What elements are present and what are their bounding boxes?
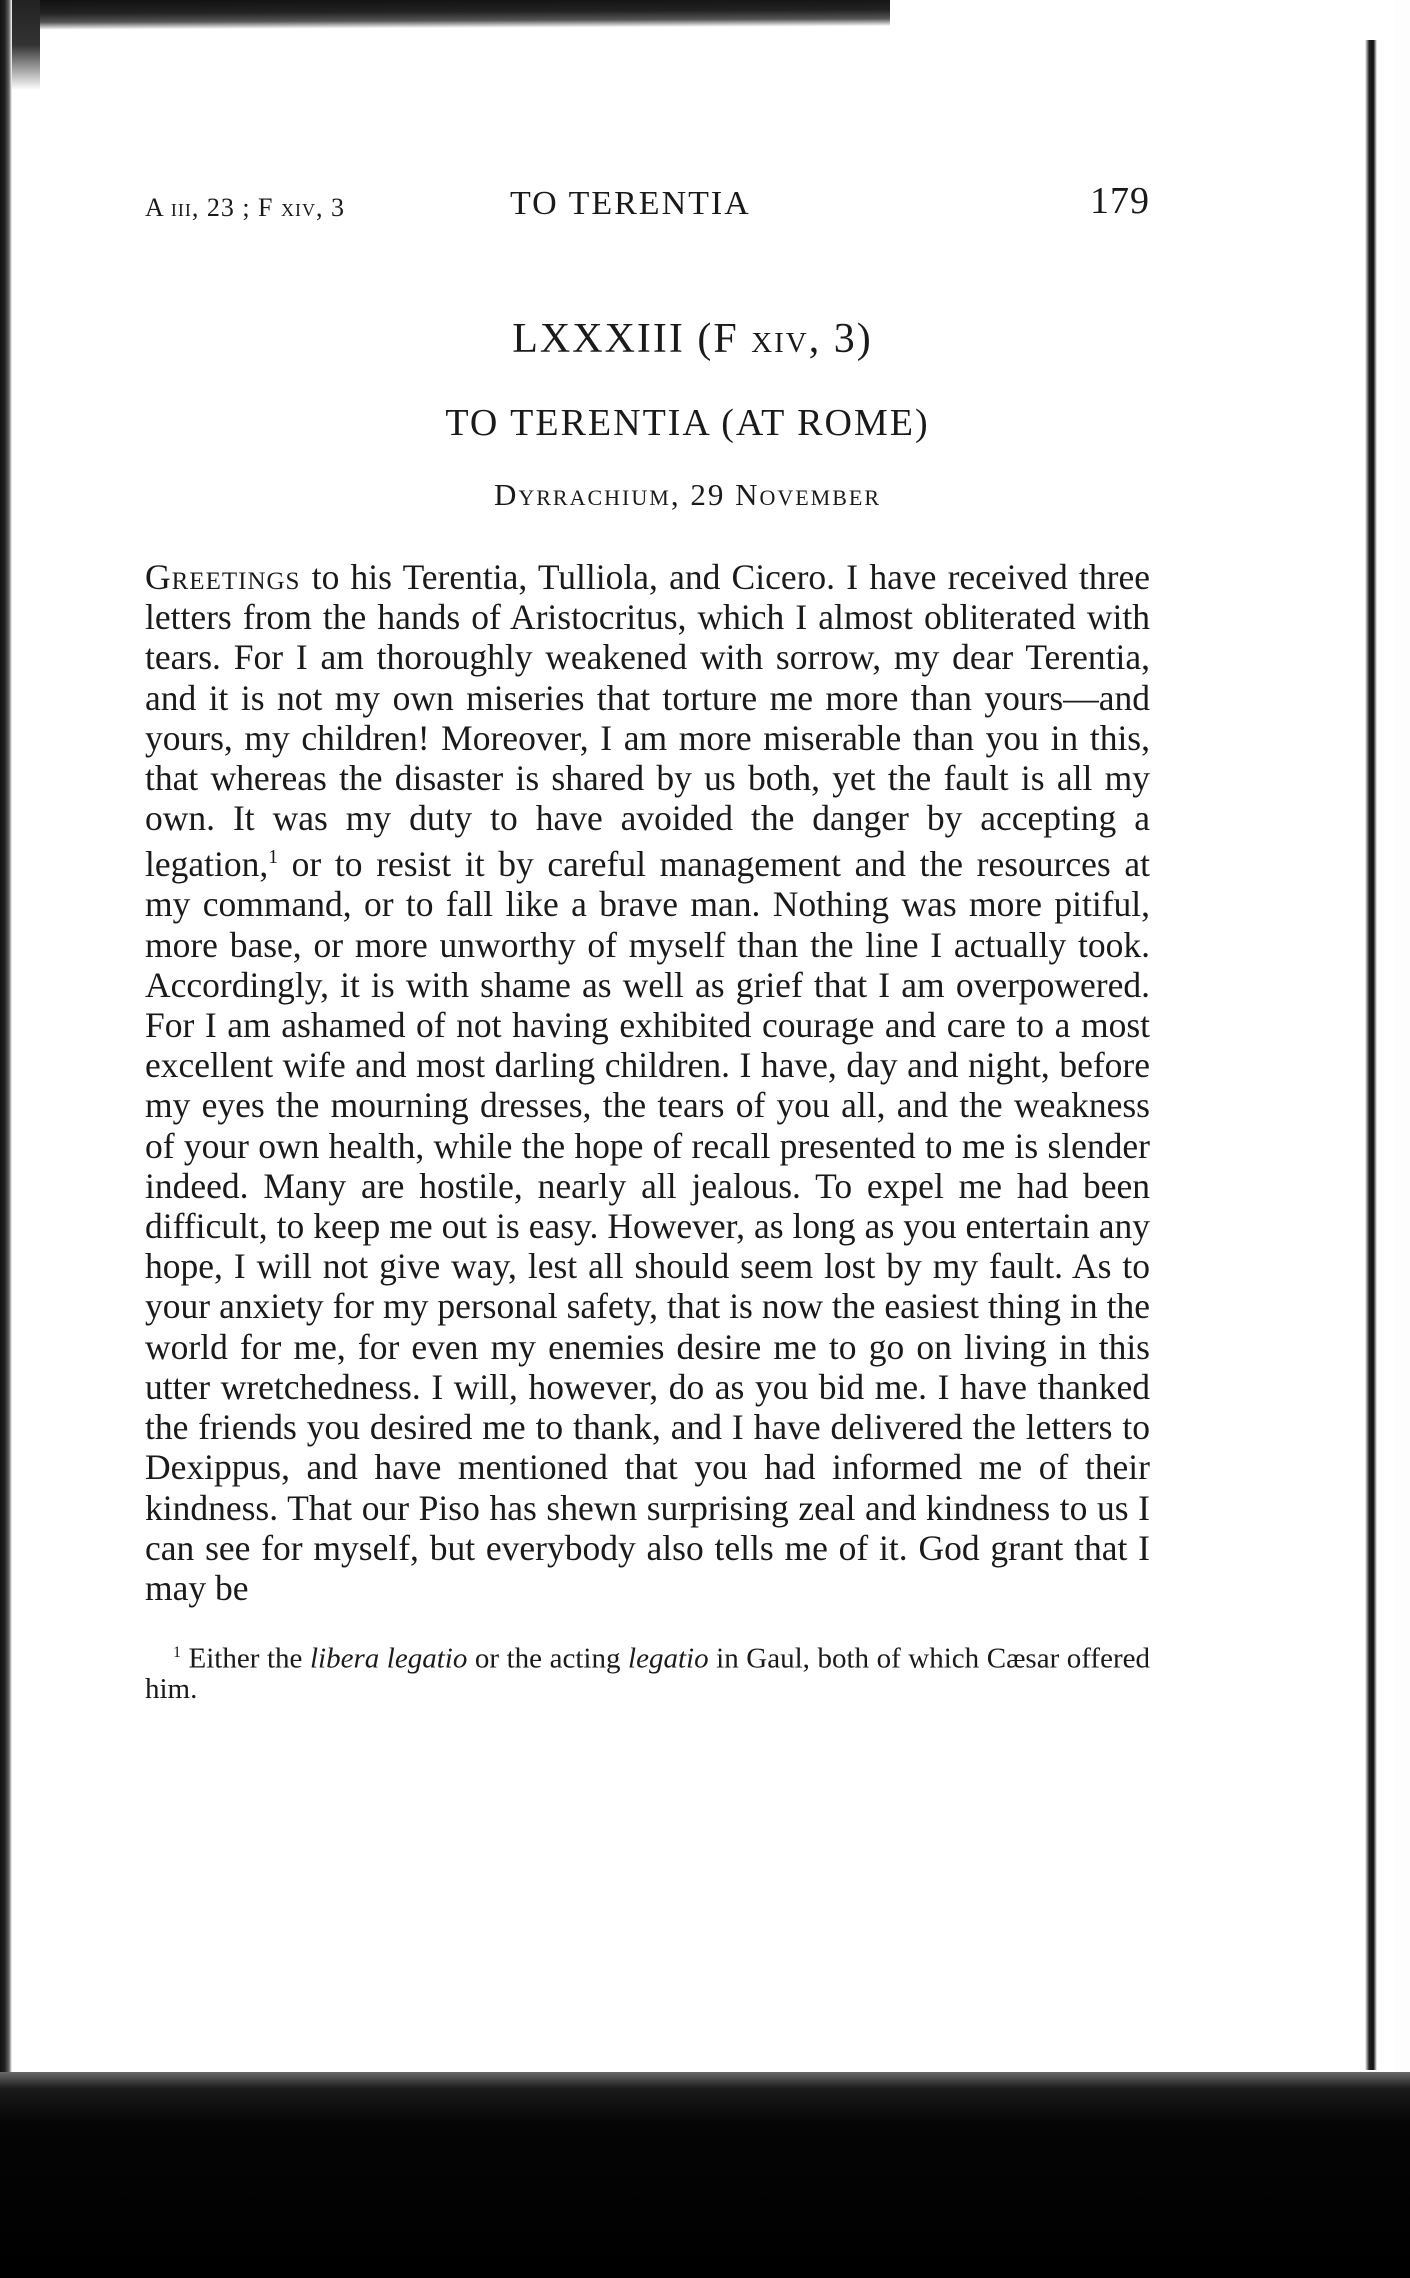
footnote	[145, 1638, 1150, 1704]
footnote-text-a: Either the	[180, 1642, 310, 1675]
scan-bottom-edge	[0, 2072, 1410, 2278]
scan-left-edge	[0, 0, 12, 2100]
footnote-reference: 1	[268, 847, 278, 869]
letter-dateline: Dyrrachium, 29 November	[493, 477, 882, 512]
letter-reference: (F xiv, 3)	[697, 316, 873, 362]
running-head-title: TO TERENTIA	[510, 185, 751, 222]
footnote-text-b: or the acting	[467, 1642, 629, 1675]
running-head-reference: A iii, 23 ; F xiv, 3	[145, 193, 345, 222]
footnote-mark: 1	[173, 1644, 181, 1662]
footnote-italic-b: legatio	[628, 1642, 709, 1675]
page-number: 179	[1090, 180, 1150, 222]
footnote-text-c: in Gaul, both of which Cæsar offered him.	[145, 1642, 1150, 1705]
footnote-italic-a: libera legatio	[309, 1642, 468, 1675]
body-text-part-1: to his Terentia, Tulliola, and Cicero. I have received three letters from the hands of Aristocritus, which I almost obliterated with tears. For I am thoroughly weakened with sorrow, my dear Terentia, and it is not my own miseries that torture me more than yours—and yours, my children! Moreover, I am more miserable than you in this, that whereas the disaster is shared by us both, yet the fault is all my own. It was my duty to have avoided the danger by accepting a legation,	[145, 557, 1150, 885]
letter-body	[145, 557, 1150, 1608]
letter-number: LXXXIII	[512, 316, 685, 362]
scan-right-edge	[1365, 40, 1377, 2070]
scan-right-margin	[1395, 0, 1410, 2278]
scan-top-edge	[0, 0, 890, 30]
book-page	[145, 175, 1150, 1704]
body-text-part-2: or to resist it by careful management and the resources at my command, or to fall like a brave man. Nothing was more pitiful, more base, or more unworthy of myself than the line I actually took. Accordingly, it is with shame as well as grief that I am overpowered. For I am ashamed of not having exhibited courage and care to a most excellent wife and most darling children. I have, day and night, before my eyes the mourning dresses, the tears of you all, and the weakness of your own health, while the hope of recall presented to me is slender indeed. Many are hostile, nearly all jealous. To expel me had been difficult, to keep me out is easy. However, as long as you entertain any hope, I will not give way, lest all should seem lost by my fault. As to your anxiety for my personal safety, that is now the easiest thing in the world for me, for even my enemies desire me to go on living in this utter wretchedness. I will, however, do as you bid me. I have thanked the friends you desired me to thank, and I have delivered the letters to Dexippus, and have mentioned that you had informed me of their kindness. That our Piso has shewn surprising zeal and kindness to us I can see for myself, but everybody also tells me of it. God grant that I may be	[145, 844, 1150, 1608]
body-lead-word: Greetings	[145, 557, 301, 597]
letter-heading	[145, 315, 1150, 363]
running-head	[145, 175, 1150, 225]
letter-addressee: TO TERENTIA (AT ROME)	[445, 402, 930, 444]
